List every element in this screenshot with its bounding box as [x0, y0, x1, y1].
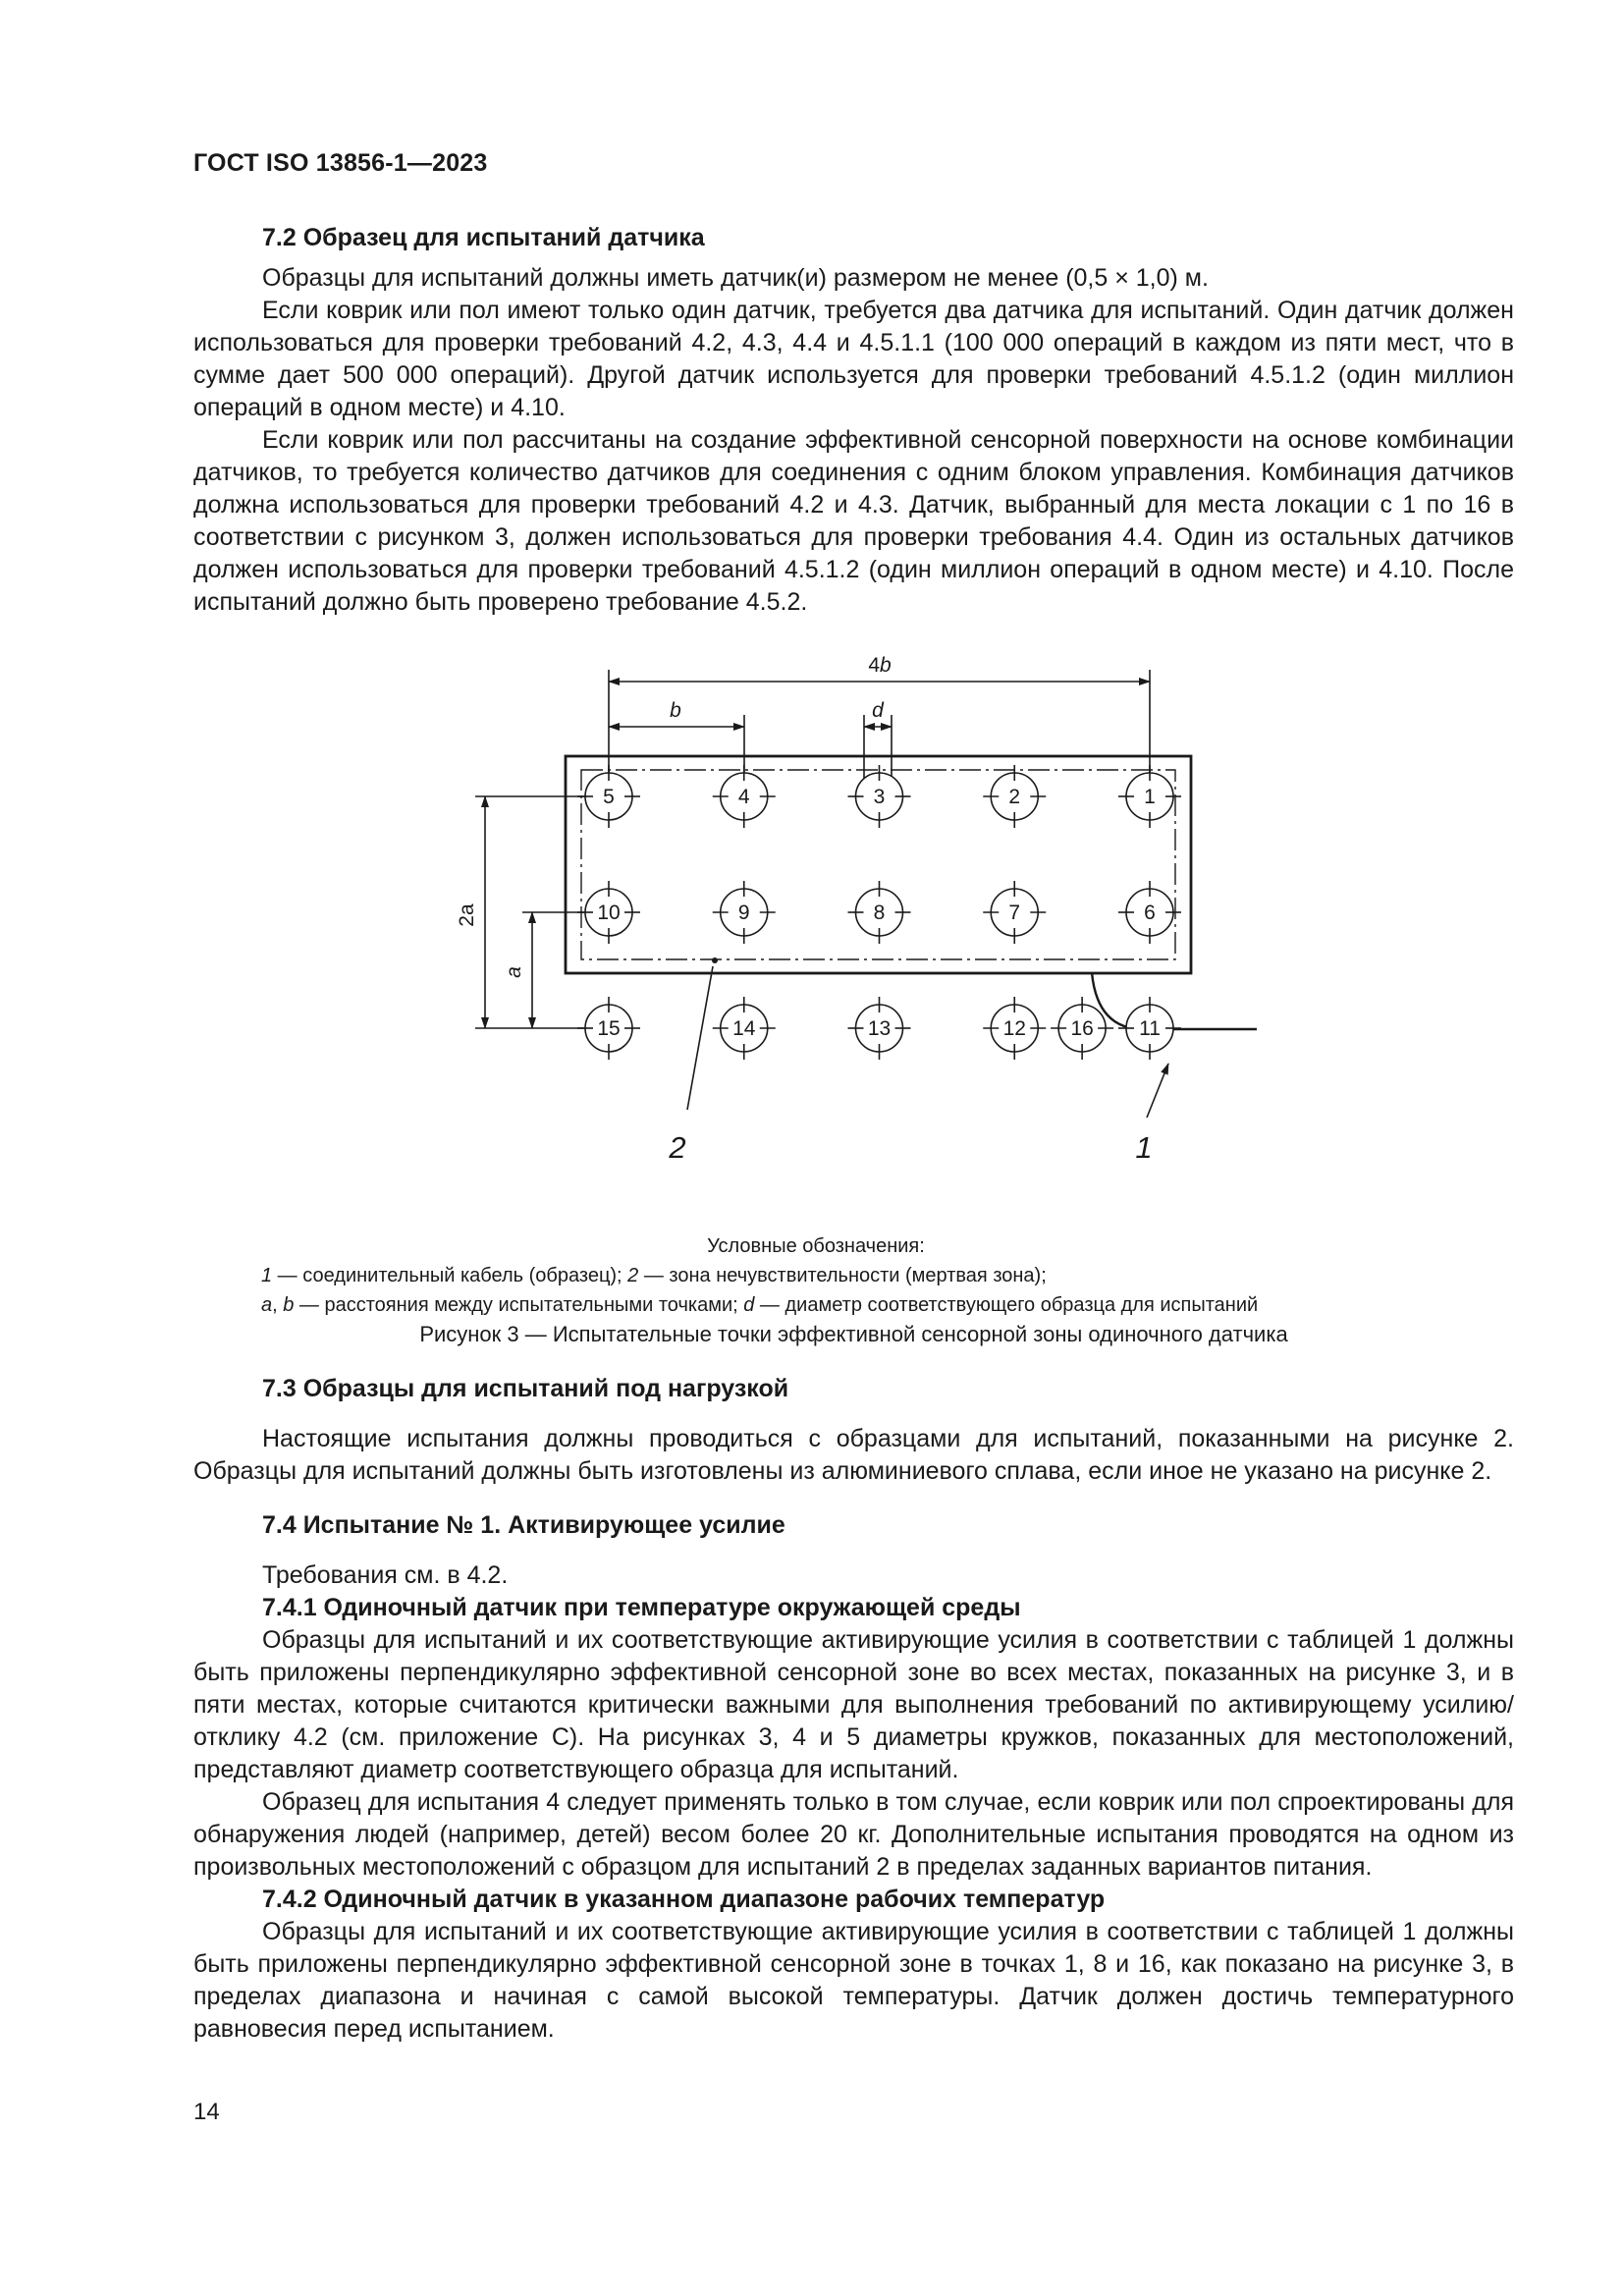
- legend-text: ,: [272, 1294, 284, 1316]
- legend-text: — зона нечувствительности (мертвая зона);: [638, 1265, 1047, 1286]
- subsection-heading: 7.4.2 Одиночный датчик в указанном диапазоне рабочих температур: [262, 1886, 1106, 1913]
- test-point-label: 4: [737, 786, 750, 808]
- section-7-4: [193, 1509, 1514, 2046]
- test-point-6: [1118, 881, 1181, 944]
- subsection-heading: 7.4.1 Одиночный датчик при температуре окружающей среды: [262, 1594, 1021, 1621]
- legend-line-1: [261, 1261, 1371, 1290]
- dimension-label-4b: 4b: [868, 654, 892, 677]
- test-point-label: 9: [737, 902, 750, 924]
- test-point-8: [848, 881, 911, 944]
- dead-zone-marker: [712, 957, 718, 963]
- test-point-label: 12: [1002, 1017, 1026, 1040]
- legend-line-2: [261, 1290, 1371, 1320]
- connecting-cable: [1092, 972, 1257, 1029]
- dimension-label-d: d: [872, 699, 884, 722]
- legend-symbol: a: [261, 1294, 273, 1316]
- dimension-label-b: b: [670, 699, 681, 722]
- test-point-9: [713, 881, 776, 944]
- test-point-label: 11: [1139, 1017, 1161, 1040]
- legend-text: — диаметр соответствующего образца для испытаний: [754, 1294, 1259, 1316]
- paragraph: Если коврик или пол имеют только один датчик, требуется два датчика для испытаний. Один датчик должен использоваться для проверки требований 4.2, 4.3, 4.4 и 4.5.1.1 (100 000 операций в каждом из пяти мест, что в сумме дает 500 000 операций). Другой датчик используется для проверки требований 4.5.1.2 (один миллион операций в одном месте) и 4.10.: [193, 297, 1514, 421]
- paragraph: Образцы для испытаний должны иметь датчик(и) размером не менее (0,5 × 1,0) м.: [262, 264, 1209, 292]
- test-point-11: [1118, 997, 1181, 1060]
- test-point-4: [713, 765, 776, 828]
- section-heading: 7.2 Образец для испытаний датчика: [262, 224, 705, 251]
- legend-text: — соединительный кабель (образец);: [272, 1265, 628, 1286]
- paragraph: Если коврик или пол рассчитаны на создание эффективной сенсорной поверхности на основе комбинации датчиков, то требуется количество датчиков для соединения с одним блоком управления. Комбинация датчиков должна использоваться для проверки требований 4.2 и 4.3. Датчик, выбранный для места локации с 1 по 16 в соответствии с рисунком 3, должен использоваться для проверки требования 4.4. Один из остальных датчиков должен использоваться для проверки требований 4.5.1.2 (один миллион операций в одном месте) и 4.10. После испытаний должно быть проверено требование 4.5.2.: [193, 426, 1514, 616]
- test-point-label: 6: [1144, 902, 1156, 924]
- test-point-13: [848, 997, 911, 1060]
- legend-title: Условные обозначения:: [707, 1235, 925, 1257]
- legend-symbol: b: [283, 1294, 295, 1316]
- figure-legend: [261, 1231, 1371, 1320]
- test-point-label: 8: [873, 902, 886, 924]
- test-point-label: 7: [1008, 902, 1021, 924]
- test-point-15: [577, 997, 640, 1060]
- legend-symbol: d: [743, 1294, 755, 1316]
- test-point-16: [1051, 997, 1113, 1060]
- test-point-label: 3: [873, 786, 886, 808]
- test-point-label: 5: [603, 786, 615, 808]
- test-point-1: [1118, 765, 1181, 828]
- callout-label-2: 2: [669, 1130, 686, 1165]
- legend-number: 2: [627, 1265, 639, 1286]
- page-number: 14: [193, 2099, 220, 2125]
- test-point-12: [983, 997, 1046, 1060]
- test-point-label: 10: [597, 902, 621, 924]
- callout-leader-2: [687, 966, 713, 1110]
- figure-3-diagram: [0, 648, 1623, 1198]
- document-code-header: ГОСТ ISO 13856-1—2023: [193, 149, 488, 177]
- test-point-14: [713, 997, 776, 1060]
- figure-caption: Рисунок 3 — Испытательные точки эффективной сенсорной зоны одиночного датчика: [419, 1322, 1288, 1346]
- test-point-label: 1: [1144, 786, 1156, 808]
- test-point-label: 2: [1008, 786, 1021, 808]
- paragraph: Образцы для испытаний и их соответствующие активирующие усилия в соответствии с таблицей 1 должны быть приложены перпендикулярно эффективной сенсорной зоне во всех местах, показанных на рисунке 3, и в пяти местах, которые считаются критически важными для выполнения требований по активирующему усилию/отклику 4.2 (см. приложение С). На рисунках 3, 4 и 5 диаметры кружков, показанных для местоположений, представляют диаметр соответствующего образца для испытаний.: [193, 1626, 1514, 1783]
- callout-leader-1: [1147, 1064, 1168, 1118]
- test-point-label: 14: [732, 1017, 756, 1040]
- paragraph: Образцы для испытаний и их соответствующие активирующие усилия в соответствии с таблицей 1 должны быть приложены перпендикулярно эффективной сенсорной зоне в точках 1, 8 и 16, как показано на рисунке 3, в пределах диапазона и начиная с самой высокой температуры. Датчик должен достичь температурного равновесия перед испытанием.: [193, 1918, 1514, 2043]
- test-point-5: [577, 765, 640, 828]
- test-point-label: 15: [597, 1017, 621, 1040]
- paragraph: Настоящие испытания должны проводиться с образцами для испытаний, показанными на рисунке 2. Образцы для испытаний должны быть изготовлены из алюминиевого сплава, если иное не указано на рисунке 2.: [193, 1425, 1514, 1485]
- legend-number: 1: [261, 1265, 273, 1286]
- dimension-label-a: a: [503, 966, 525, 978]
- callout-label-1: 1: [1135, 1130, 1153, 1165]
- test-point-label: 13: [867, 1017, 892, 1040]
- paragraph: Требования см. в 4.2.: [262, 1561, 509, 1589]
- test-point-10: [577, 881, 640, 944]
- test-point-2: [983, 765, 1046, 828]
- section-heading: 7.3 Образцы для испытаний под нагрузкой: [262, 1375, 789, 1402]
- section-7-2: [193, 222, 1514, 619]
- section-7-3: [193, 1373, 1514, 1488]
- test-point-label: 16: [1070, 1017, 1094, 1040]
- dimension-label-2a: 2a: [456, 903, 478, 927]
- test-point-3: [848, 765, 911, 828]
- legend-text: — расстояния между испытательными точками;: [294, 1294, 744, 1316]
- paragraph: Образец для испытания 4 следует применять только в том случае, если коврик или пол спроектированы для обнаружения людей (например, детей) весом более 20 кг. Дополнительные испытания проводятся на одном из произвольных местоположений с образцом для испытаний 2 в пределах заданных вариантов питания.: [193, 1788, 1514, 1881]
- section-heading: 7.4 Испытание № 1. Активирующее усилие: [262, 1511, 785, 1539]
- test-point-7: [983, 881, 1046, 944]
